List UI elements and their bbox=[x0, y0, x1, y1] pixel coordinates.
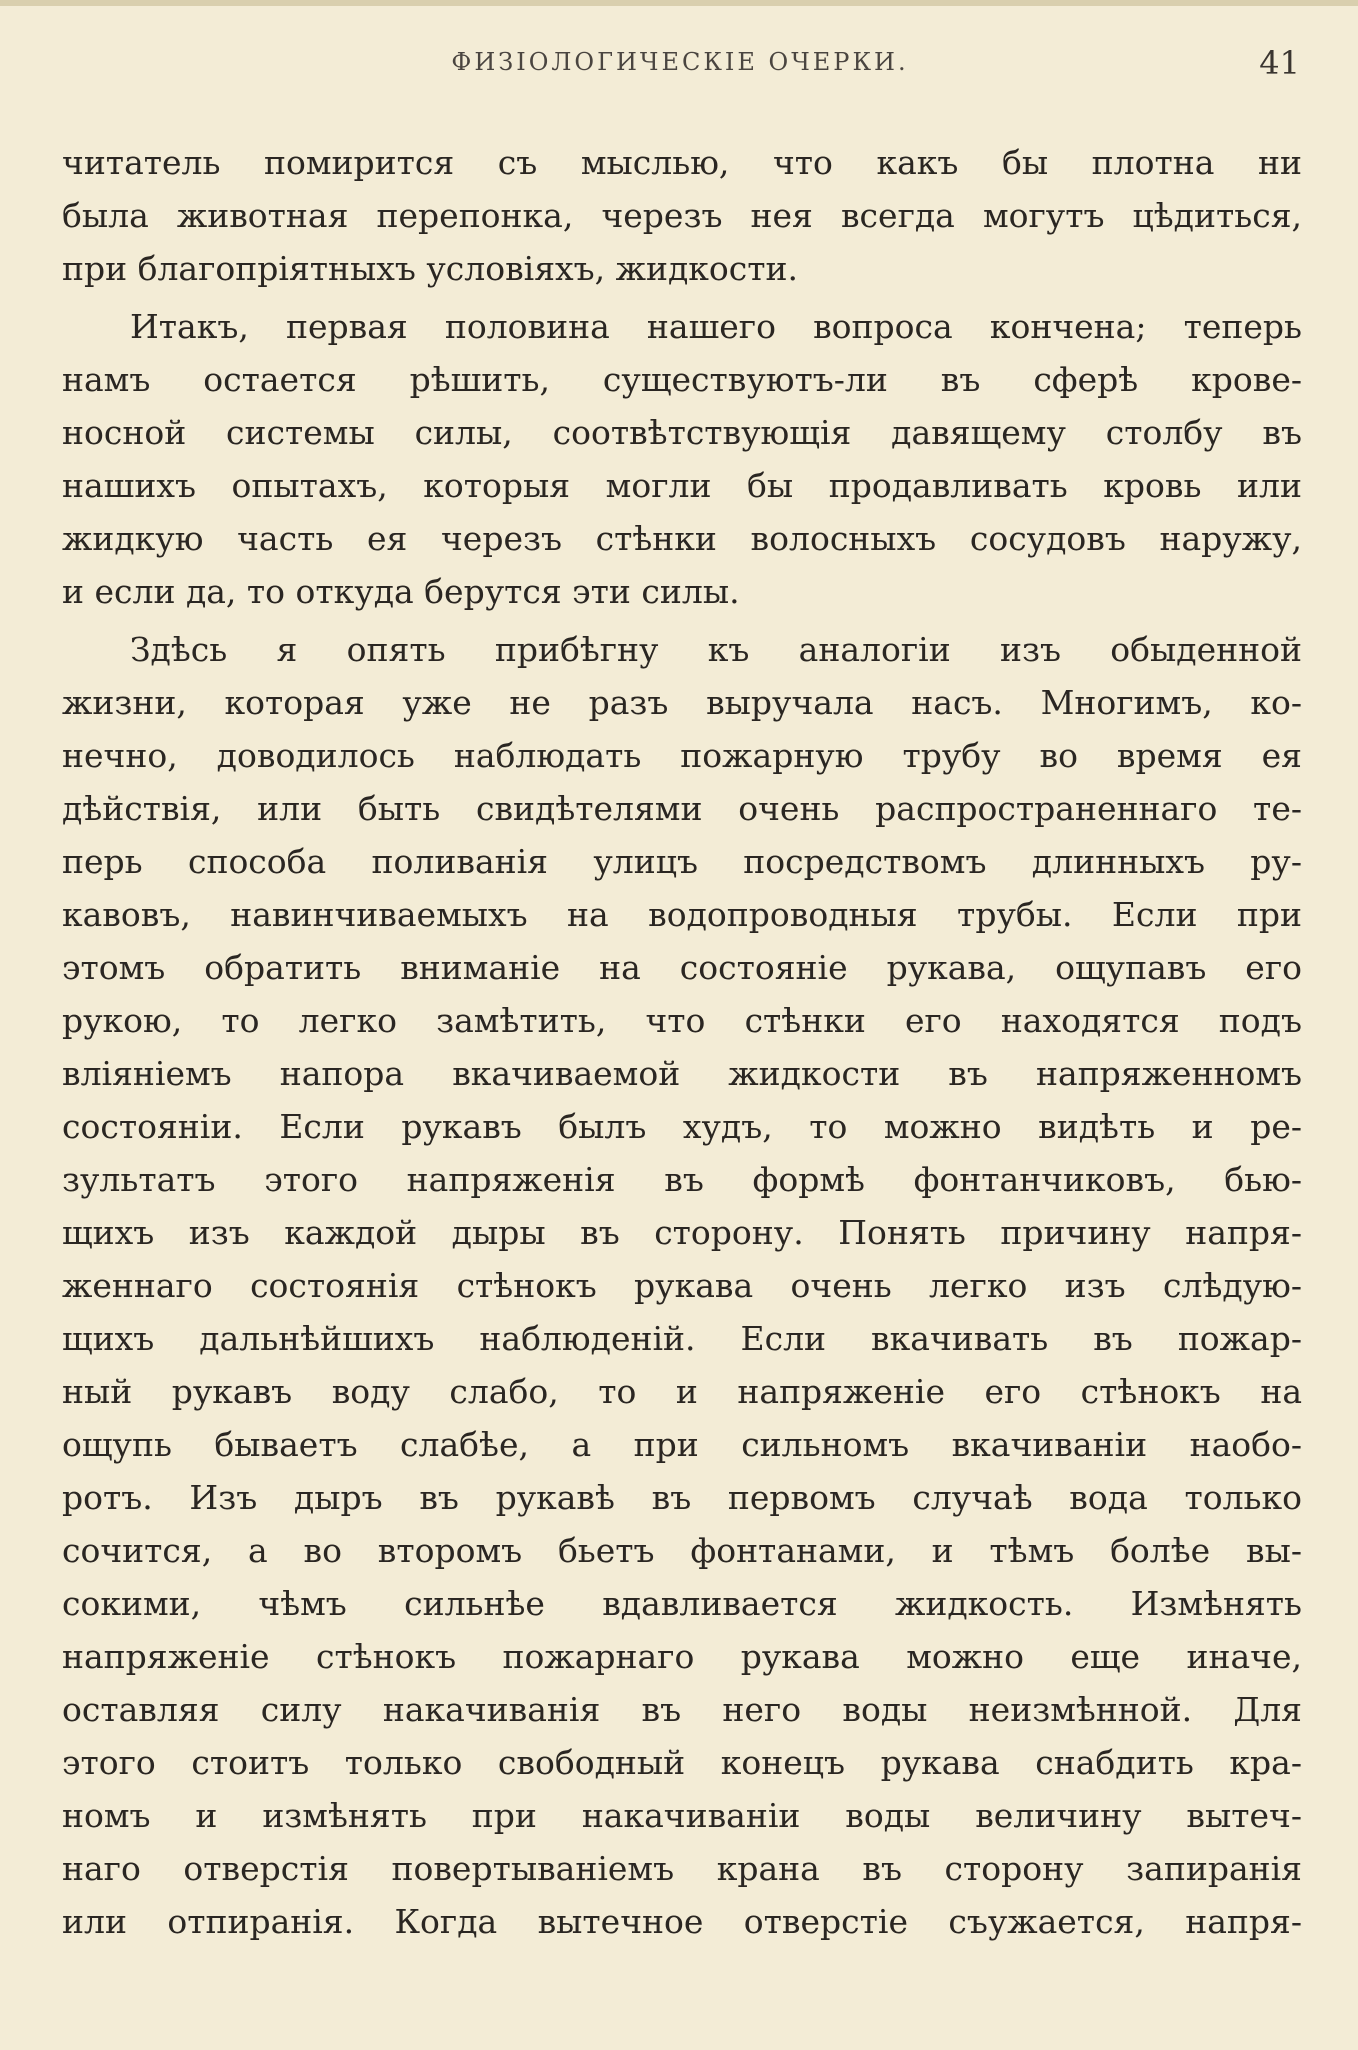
paragraph bbox=[62, 136, 1302, 295]
text-line: намъ остается рѣшить, существуютъ-ли въ сферѣ крове- bbox=[62, 360, 1302, 399]
text-line: этого стоитъ только свободный конецъ рукава снабдить кра- bbox=[62, 1743, 1302, 1782]
text-line: жидкую часть ея черезъ стѣнки волосныхъ сосудовъ наружу, bbox=[62, 519, 1302, 558]
page-body bbox=[62, 136, 1302, 1948]
text-line: или отпиранія. Когда вытечное отверстіе съужается, напря- bbox=[62, 1902, 1302, 1941]
text-line: при благопріятныхъ условіяхъ, жидкости. bbox=[62, 249, 799, 288]
text-line: Итакъ, первая половина нашего вопроса кончена; теперь bbox=[130, 307, 1302, 346]
page-number: 41 bbox=[1259, 44, 1300, 82]
running-head: ФИЗІОЛОГИЧЕСКІЕ ОЧЕРКИ. bbox=[451, 48, 909, 76]
text-line: наго отверстія повертываніемъ крана въ сторону запиранія bbox=[62, 1849, 1302, 1888]
text-line: сочится, а во второмъ бьетъ фонтанами, и тѣмъ болѣе вы- bbox=[62, 1531, 1302, 1570]
text-line: рукою, то легко замѣтить, что стѣнки его находятся подъ bbox=[62, 1001, 1302, 1040]
text-line: зультатъ этого напряженія въ формѣ фонтанчиковъ, бью- bbox=[62, 1160, 1302, 1199]
text-line: была животная перепонка, черезъ нея всегда могутъ цѣдиться, bbox=[62, 196, 1302, 235]
text-line: ный рукавъ воду слабо, то и напряженіе его стѣнокъ на bbox=[62, 1372, 1302, 1411]
text-line: вліяніемъ напора вкачиваемой жидкости въ напряженномъ bbox=[62, 1054, 1302, 1093]
text-line: сокими, чѣмъ сильнѣе вдавливается жидкость. Измѣнять bbox=[62, 1584, 1302, 1623]
text-line: этомъ обратить вниманіе на состояніе рукава, ощупавъ его bbox=[62, 948, 1302, 987]
text-line: щихъ дальнѣйшихъ наблюденій. Если вкачивать въ пожар- bbox=[62, 1319, 1302, 1358]
text-line: нечно, доводилось наблюдать пожарную трубу во время ея bbox=[62, 736, 1302, 775]
page-top-edge bbox=[0, 0, 1358, 6]
text-line: нашихъ опытахъ, которыя могли бы продавливать кровь или bbox=[62, 466, 1302, 505]
text-line: перь способа поливанія улицъ посредствомъ длинныхъ ру- bbox=[62, 842, 1302, 881]
paragraph bbox=[62, 300, 1302, 618]
text-line: кавовъ, навинчиваемыхъ на водопроводныя трубы. Если при bbox=[62, 895, 1302, 934]
text-line: носной системы силы, соотвѣтствующія давящему столбу въ bbox=[62, 413, 1302, 452]
text-line: дѣйствія, или быть свидѣтелями очень распространеннаго те- bbox=[62, 789, 1302, 828]
text-line: жизни, которая уже не разъ выручала насъ. Многимъ, ко- bbox=[62, 683, 1302, 722]
text-line: щихъ изъ каждой дыры въ сторону. Понять причину напря- bbox=[62, 1213, 1302, 1252]
text-line: Здѣсь я опять прибѣгну къ аналогіи изъ обыденной bbox=[130, 630, 1302, 669]
text-line: читатель помирится съ мыслью, что какъ бы плотна ни bbox=[62, 143, 1302, 182]
text-line: напряженіе стѣнокъ пожарнаго рукава можно еще иначе, bbox=[62, 1637, 1302, 1676]
page-header bbox=[60, 44, 1300, 84]
text-line: ощупь бываетъ слабѣе, а при сильномъ вкачиваніи наобо- bbox=[62, 1425, 1302, 1464]
text-line: женнаго состоянія стѣнокъ рукава очень легко изъ слѣдую- bbox=[62, 1266, 1302, 1305]
text-line: оставляя силу накачиванія въ него воды неизмѣнной. Для bbox=[62, 1690, 1302, 1729]
text-line: состояніи. Если рукавъ былъ худъ, то можно видѣть и ре- bbox=[62, 1107, 1302, 1146]
paragraph bbox=[62, 623, 1302, 1948]
text-line: номъ и измѣнять при накачиваніи воды величину вытеч- bbox=[62, 1796, 1302, 1835]
text-line: и если да, то откуда берутся эти силы. bbox=[62, 572, 740, 611]
text-line: ротъ. Изъ дыръ въ рукавѣ въ первомъ случаѣ вода только bbox=[62, 1478, 1302, 1517]
